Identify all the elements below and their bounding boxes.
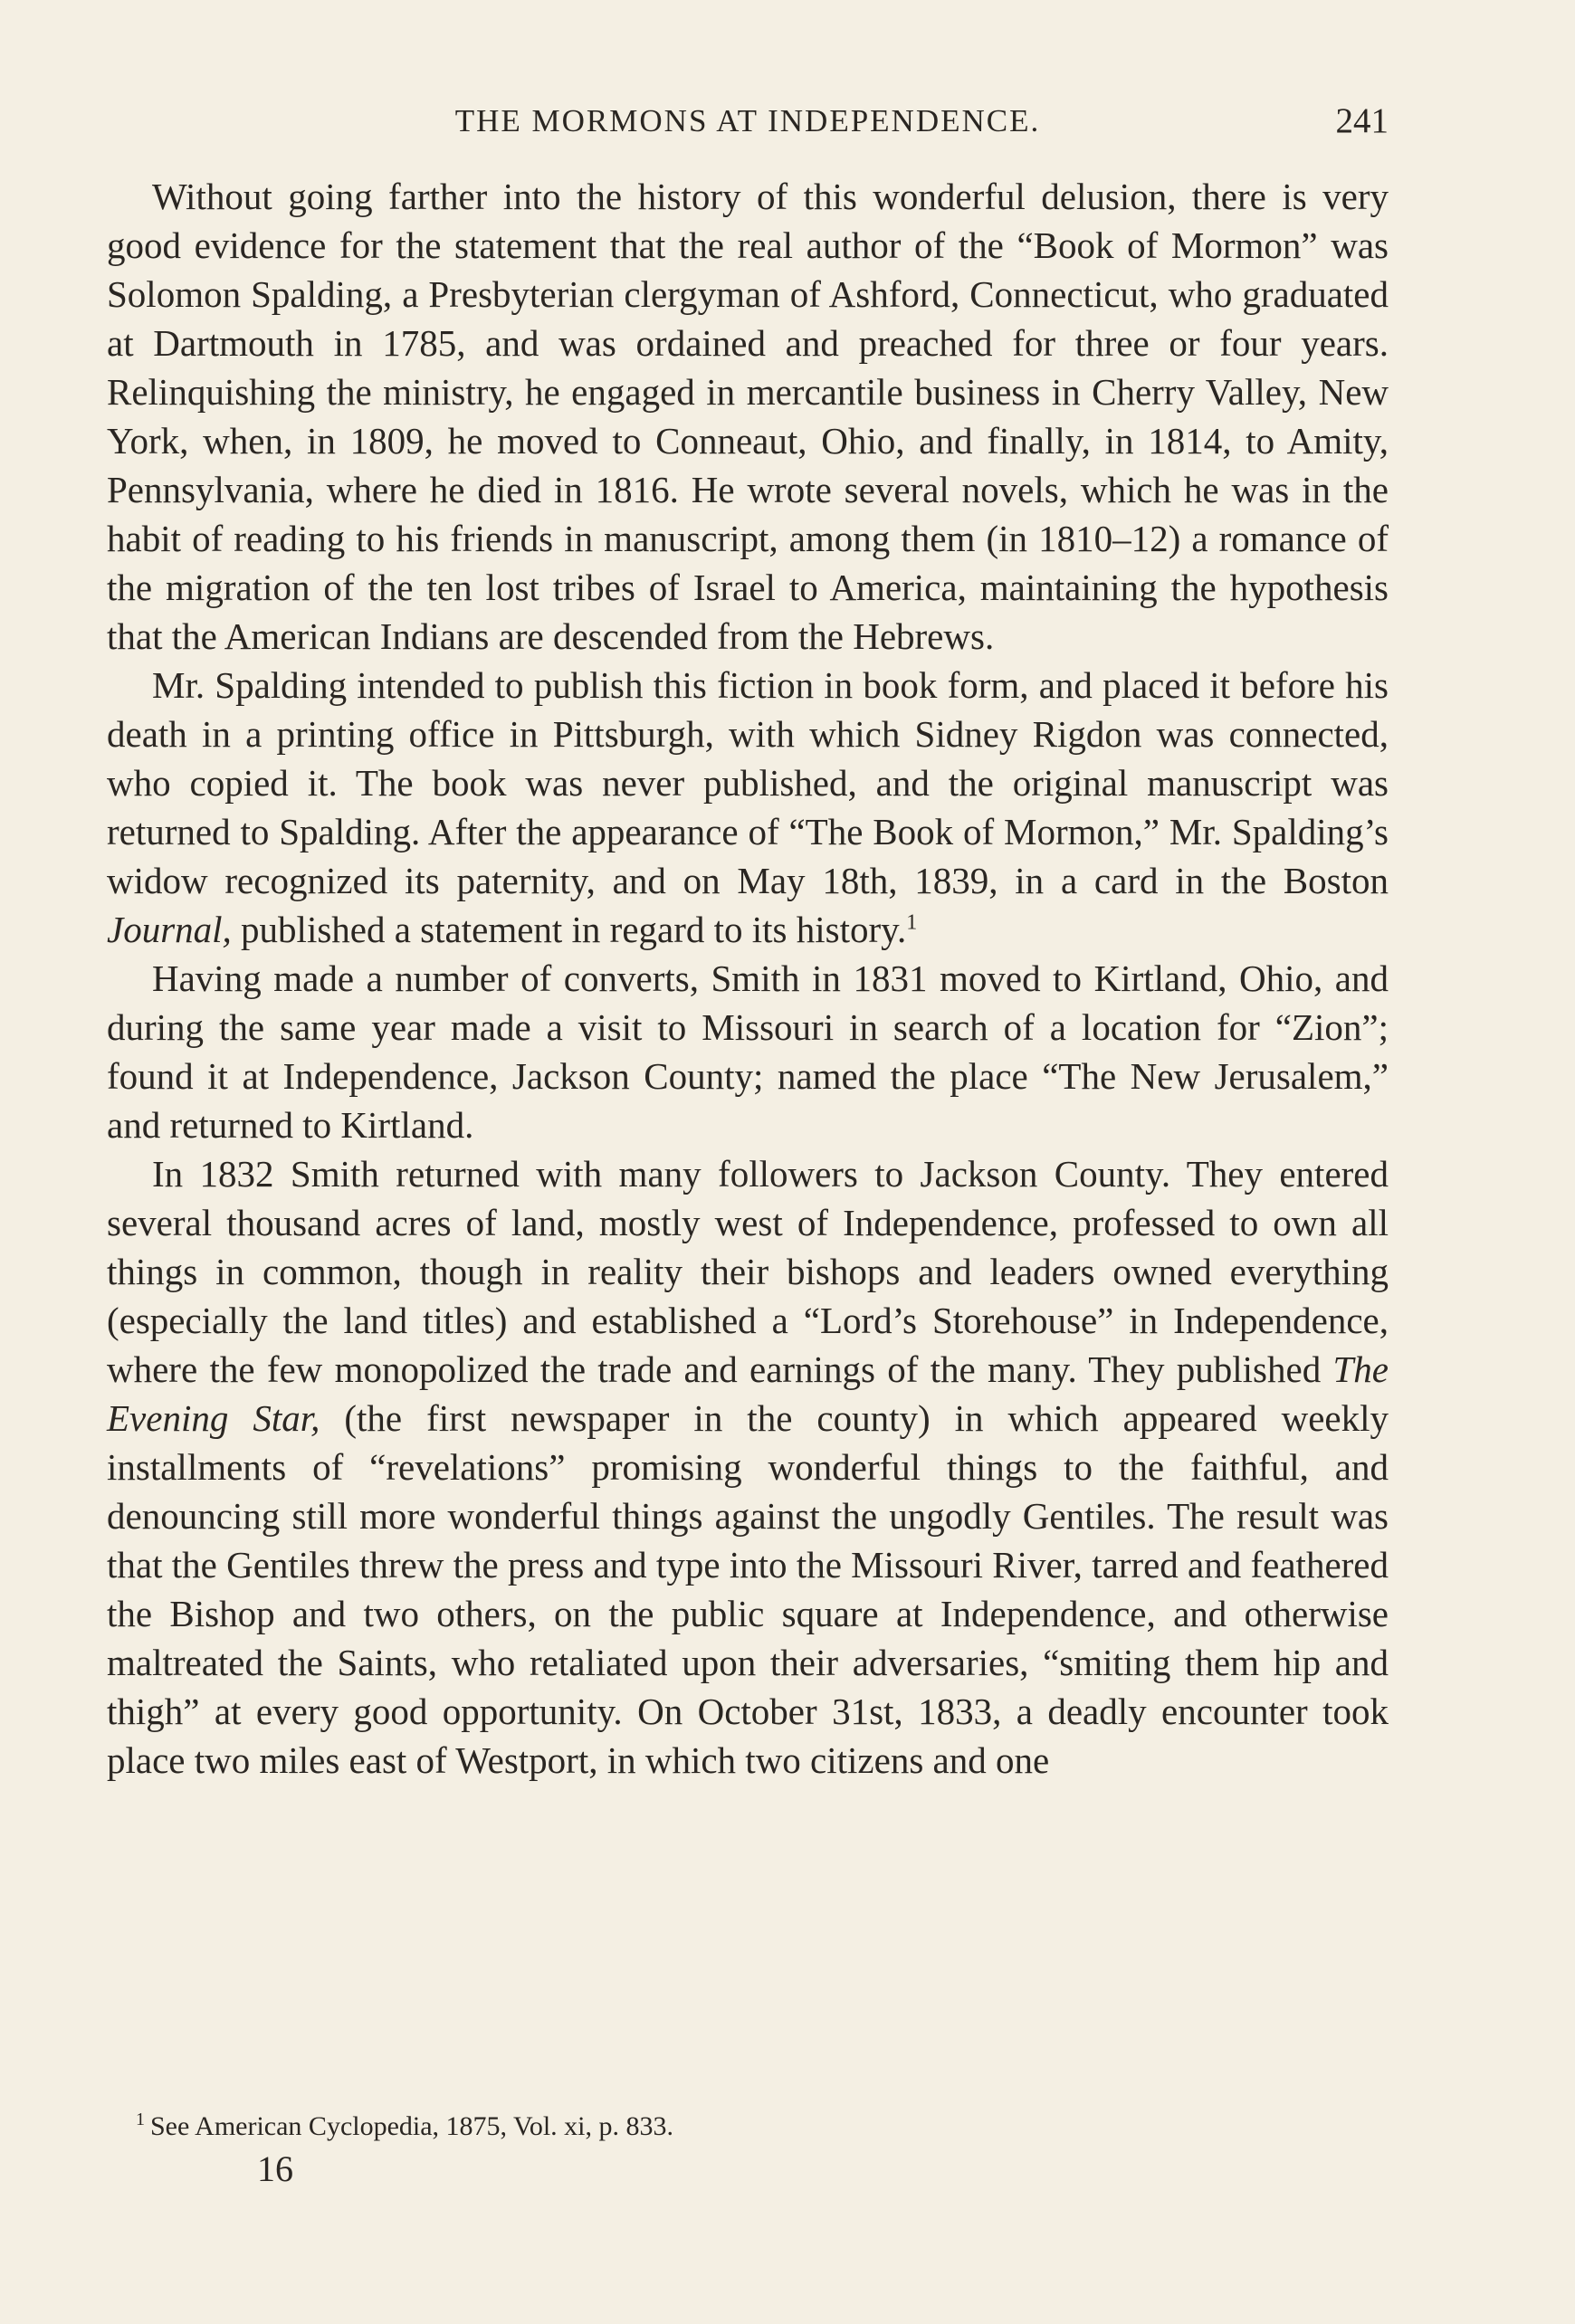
footnote-text: See American Cyclopedia, 1875, Vol. xi, p. 833. (150, 2111, 673, 2141)
footnote-reference: 1 (906, 910, 918, 935)
signature-mark: 16 (257, 2148, 293, 2189)
page-number: 241 (1335, 101, 1389, 140)
journal-title: Journal, (107, 909, 232, 950)
paragraph-2-text-before: Mr. Spalding intended to publish this fiction in book form, and placed it before his death in a printing office in Pittsburgh, with which Sidney Rigdon was connected, who copied it. The book was never published, and the original manuscript was returned to Spalding. After the appearance of “The Book of Mormon,” Mr. Spalding’s widow recognized its paternity, and on May 18th, 1839, in a card in the Boston (107, 664, 1389, 901)
newspaper-title: The Evening Star, (107, 1348, 1389, 1439)
footnote-marker: 1 (136, 2110, 145, 2129)
paragraph-4 (107, 1149, 1389, 1785)
paragraph-3: Having made a number of converts, Smith in 1831 moved to Kirtland, Ohio, and during the same year made a visit to Missouri in search of a location for “Zion”; found it at Independence, Jackson County; named the place “The New Jerusalem,” and returned to Kirtland. (107, 957, 1389, 1146)
paragraph-4-text-before: In 1832 Smith returned with many followers to Jackson County. They entered several thousand acres of land, mostly west of Independence, professed to own all things in common, though in reality their bishops and leaders owned everything (especially the land titles) and established a “Lord’s Storehouse” in Independence, where the few monopolized the trade and earnings of the many. They published (107, 1153, 1389, 1390)
running-title: THE MORMONS AT INDEPENDENCE. (454, 103, 1041, 138)
footnote (136, 2101, 1222, 2145)
body-text (107, 172, 1389, 1785)
running-head (107, 94, 1389, 148)
paragraph-4-text-after: (the first newspaper in the county) in which appeared weekly installments of “revelations” promising wonderful things to the faithful, and denouncing still more wonderful things against the ungodly Gentiles. The result was that the Gentiles threw the press and type into the Missouri River, tarred and feathered the Bishop and two others, on the public square at Independence, and otherwise maltreated the Saints, who retaliated upon their adversaries, “smiting them hip and thigh” at every good opportunity. On October 31st, 1833, a deadly encounter took place two miles east of Westport, in which two citizens and one (107, 1397, 1389, 1781)
paragraph-1: Without going farther into the history of this wonderful delusion, there is very good evidence for the statement that the real author of the “Book of Mormon” was Solomon Spalding, a Presbyterian clergyman of Ashford, Connecticut, who graduated at Dartmouth in 1785, and was ordained and preached for three or four years. Relinquishing the ministry, he engaged in mercantile business in Cherry Valley, New York, when, in 1809, he moved to Conneaut, Ohio, and finally, in 1814, to Amity, Pennsylvania, where he died in 1816. He wrote several novels, which he was in the habit of reading to his friends in manuscript, among them (in 1810–12) a romance of the migration of the ten lost tribes of Israel to America, maintaining the hypothesis that the American Indians are descended from the Hebrews. (107, 176, 1389, 657)
paragraph-2-text-after: published a statement in regard to its history. (231, 909, 907, 950)
paragraph-2 (107, 661, 1389, 954)
